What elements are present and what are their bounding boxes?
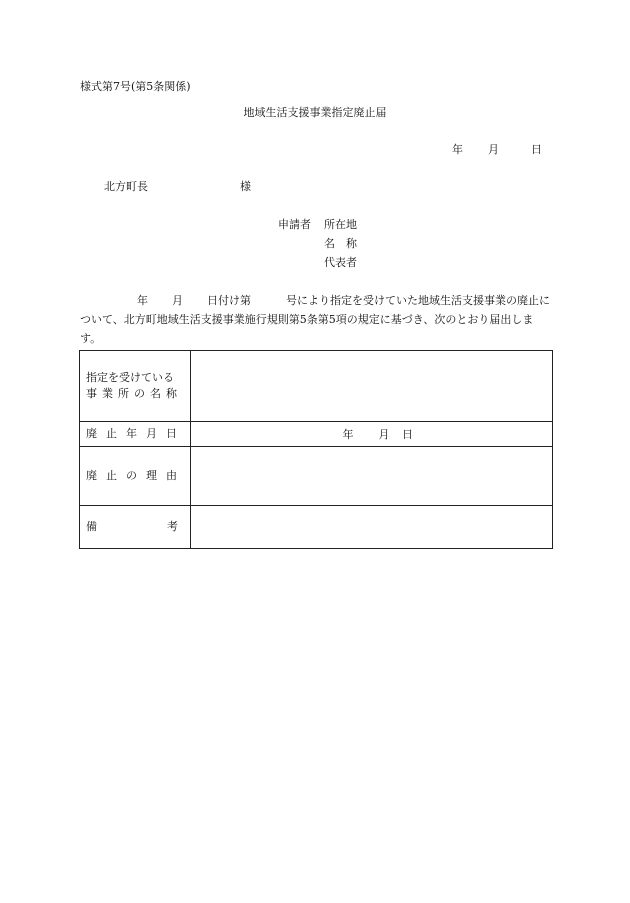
business-name-row: [80, 351, 553, 422]
remarks-value[interactable]: [191, 506, 553, 549]
applicant-address-label: 所在地: [324, 218, 357, 231]
addressee: [104, 180, 251, 194]
body-day-suffix: 日付け第: [207, 294, 251, 307]
remarks-label-1: 備: [86, 520, 97, 533]
document-title: 地域生活支援事業指定廃止届: [243, 106, 387, 119]
business-name-label: [80, 351, 191, 422]
form-number: 様式第7号(第5条関係): [80, 80, 191, 93]
abolition-date-value[interactable]: [191, 422, 553, 447]
applicant-name-label: 名 称: [324, 237, 357, 250]
date-year-label: 年: [452, 143, 463, 156]
abolition-date-row: [80, 422, 553, 447]
business-name-value[interactable]: [191, 351, 553, 422]
abolition-reason-label: 廃止の理由: [80, 447, 191, 506]
date-day-label: 日: [531, 143, 542, 156]
business-name-label-line2: 事業所の名称: [86, 387, 182, 400]
remarks-label-2: 考: [167, 520, 178, 533]
abolition-reason-value[interactable]: [191, 447, 553, 506]
addressee-name: 北方町長: [104, 180, 148, 193]
remarks-row: [80, 506, 553, 549]
submission-date: [452, 143, 542, 157]
body-month: 月: [172, 294, 183, 307]
remarks-label: [80, 506, 191, 549]
applicant-representative-label: 代表者: [324, 256, 357, 269]
abolition-date-label: 廃止年月日: [80, 422, 191, 447]
abolition-reason-row: [80, 447, 553, 506]
body-text-main: 号により指定を受けていた地域生活支援事業の廃止について、北方町地域生活支援事業施行規則第5条第5項の規定に基づき、次のとおり届出します。: [80, 294, 550, 345]
abolition-date-year: 年: [342, 428, 354, 441]
abolition-form-table: [79, 350, 553, 549]
business-name-label-line1: 指定を受けている: [86, 371, 174, 384]
abolition-date-month: 月: [378, 428, 390, 441]
body-year: 年: [137, 294, 148, 307]
notice-body-text: [80, 291, 550, 348]
addressee-honorific: 様: [240, 180, 251, 193]
date-month-label: 月: [488, 143, 499, 156]
applicant-label: 申請者: [278, 218, 311, 231]
abolition-date-day: 日: [402, 428, 413, 441]
